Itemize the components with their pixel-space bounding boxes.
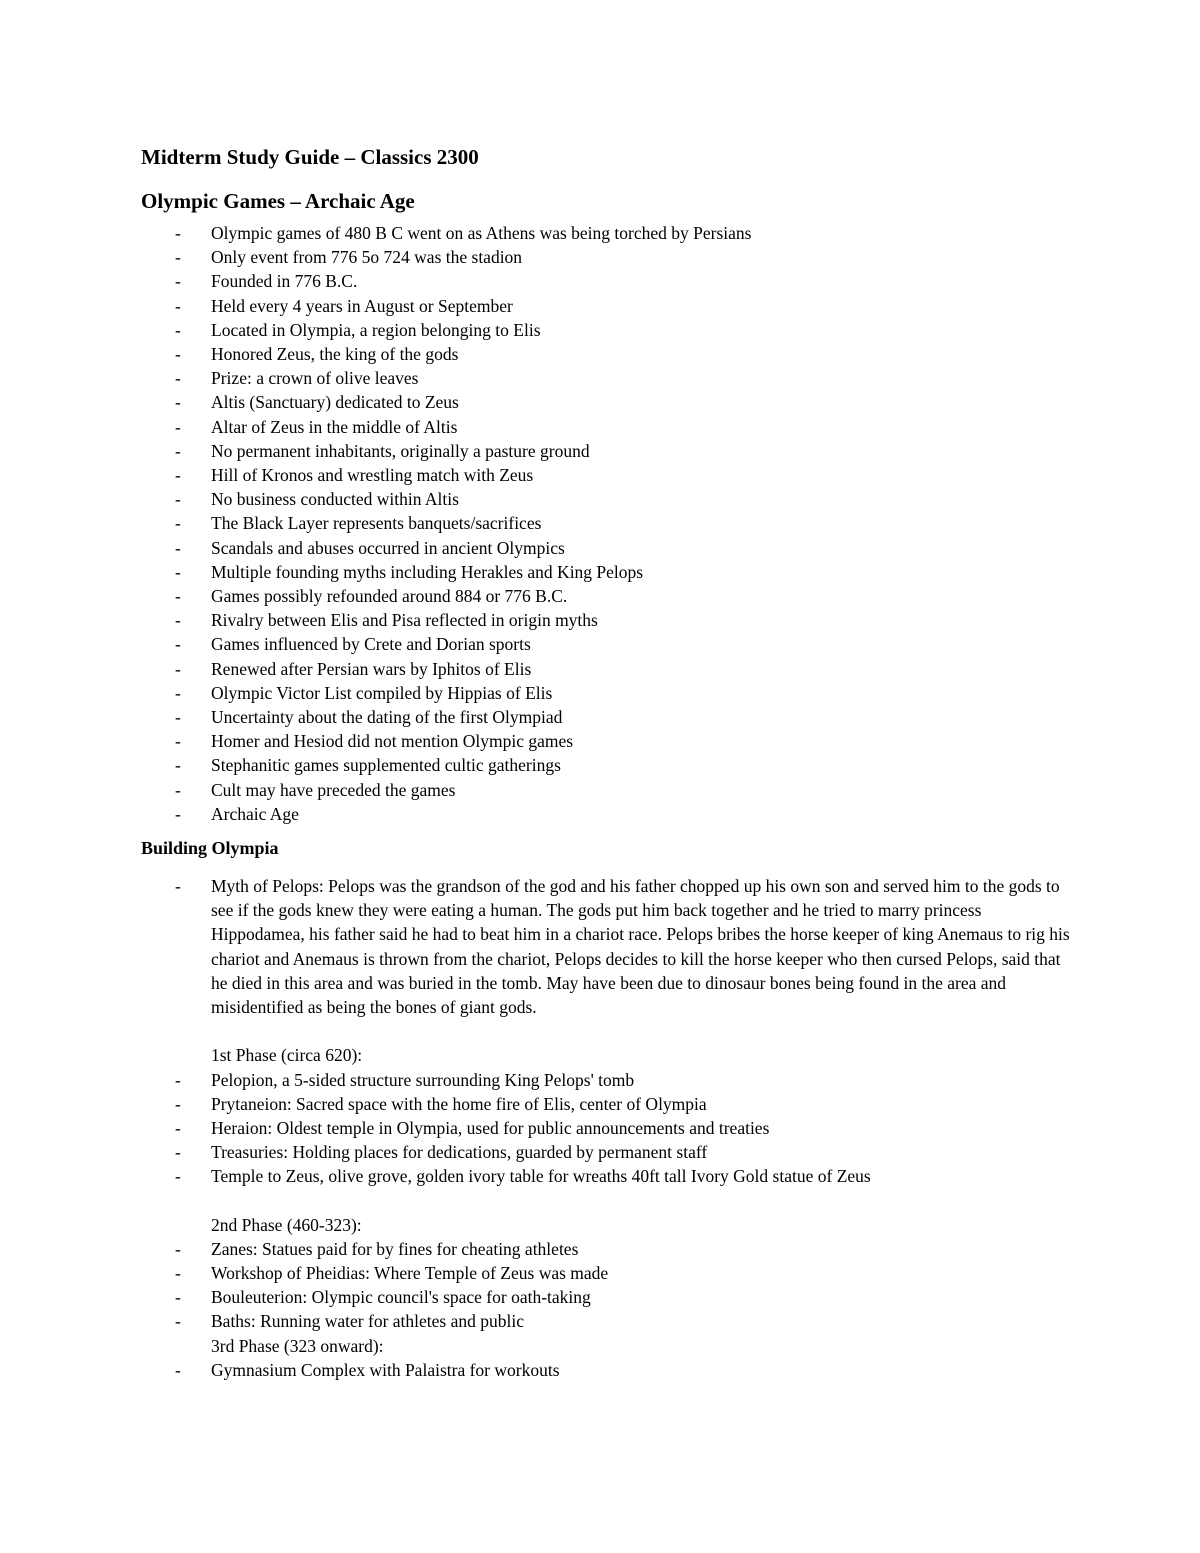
list-item: - Cult may have preceded the games	[141, 778, 1071, 802]
list-item: - Olympic Victor List compiled by Hippias of Elis	[141, 681, 1071, 705]
list-item: - Prize: a crown of olive leaves	[141, 366, 1071, 390]
section-heading-building-olympia: Building Olympia	[141, 838, 279, 859]
list-item: - Scandals and abuses occurred in ancient Olympics	[141, 536, 1071, 560]
list-item: - Gymnasium Complex with Palaistra for workouts	[141, 1358, 1071, 1382]
list-item: - Olympic games of 480 B C went on as Athens was being torched by Persians	[141, 221, 1071, 245]
list-item: - Stephanitic games supplemented cultic gatherings	[141, 753, 1071, 777]
list-item: - Uncertainty about the dating of the first Olympiad	[141, 705, 1071, 729]
olympic-games-list	[141, 221, 1071, 826]
spacer	[141, 1189, 1071, 1213]
document-content	[141, 143, 1071, 1382]
list-item: - Altis (Sanctuary) dedicated to Zeus	[141, 390, 1071, 414]
list-item: - Heraion: Oldest temple in Olympia, used for public announcements and treaties	[141, 1116, 1071, 1140]
page-title: Midterm Study Guide – Classics 2300	[141, 145, 479, 169]
list-item: - Held every 4 years in August or September	[141, 294, 1071, 318]
list-item: - Only event from 776 5o 724 was the stadion	[141, 245, 1071, 269]
myth-paragraph: - Myth of Pelops: Pelops was the grandson of the god and his father chopped up his own son and served him to the gods to see if the gods knew they were eating a human. The gods put him back together and he tried to marry princess Hippodamea, his father said he had to beat him in a chariot race. Pelops bribes the horse keeper of king Anemaus to rig his chariot and Anemaus is thrown from the chariot, Pelops decides to kill the horse keeper who then cursed Pelops, said that he died in this area and was buried in the tomb. May have been due to dinosaur bones being found in the area and misidentified as being the bones of giant gods.	[141, 874, 1071, 1019]
list-item: - Homer and Hesiod did not mention Olympic games	[141, 729, 1071, 753]
list-item: - Multiple founding myths including Herakles and King Pelops	[141, 560, 1071, 584]
list-item: - Rivalry between Elis and Pisa reflected in origin myths	[141, 608, 1071, 632]
spacer	[141, 1019, 1071, 1043]
list-item: - Altar of Zeus in the middle of Altis	[141, 415, 1071, 439]
list-item: - Workshop of Pheidias: Where Temple of Zeus was made	[141, 1261, 1071, 1285]
list-item: - Archaic Age	[141, 802, 1071, 826]
list-item: - Temple to Zeus, olive grove, golden ivory table for wreaths 40ft tall Ivory Gold statue of Zeus	[141, 1164, 1071, 1188]
list-item: - Games influenced by Crete and Dorian sports	[141, 632, 1071, 656]
phase-2-list	[141, 1237, 1071, 1334]
list-item: - Zanes: Statues paid for by fines for cheating athletes	[141, 1237, 1071, 1261]
list-item: - Bouleuterion: Olympic council's space for oath-taking	[141, 1285, 1071, 1309]
list-item: - No permanent inhabitants, originally a pasture ground	[141, 439, 1071, 463]
list-item: - Located in Olympia, a region belonging to Elis	[141, 318, 1071, 342]
section-heading-olympic-games: Olympic Games – Archaic Age	[141, 189, 415, 213]
list-item: - Pelopion, a 5-sided structure surrounding King Pelops' tomb	[141, 1068, 1071, 1092]
list-item: - Baths: Running water for athletes and public	[141, 1309, 1071, 1333]
myth-list	[141, 874, 1071, 1019]
phase-2-label: 2nd Phase (460-323):	[211, 1214, 362, 1235]
list-item: - Games possibly refounded around 884 or 776 B.C.	[141, 584, 1071, 608]
list-item: - Renewed after Persian wars by Iphitos of Elis	[141, 657, 1071, 681]
list-item: - Treasuries: Holding places for dedications, guarded by permanent staff	[141, 1140, 1071, 1164]
list-item: - Hill of Kronos and wrestling match with Zeus	[141, 463, 1071, 487]
phase-3-list	[141, 1358, 1071, 1382]
list-item: - Prytaneion: Sacred space with the home fire of Elis, center of Olympia	[141, 1092, 1071, 1116]
list-item: - No business conducted within Altis	[141, 487, 1071, 511]
phase-3-label: 3rd Phase (323 onward):	[211, 1335, 384, 1356]
phase-1-label: 1st Phase (circa 620):	[211, 1045, 363, 1066]
phase-1-list	[141, 1068, 1071, 1189]
list-item: - Honored Zeus, the king of the gods	[141, 342, 1071, 366]
list-item: - The Black Layer represents banquets/sacrifices	[141, 511, 1071, 535]
list-item: - Founded in 776 B.C.	[141, 269, 1071, 293]
